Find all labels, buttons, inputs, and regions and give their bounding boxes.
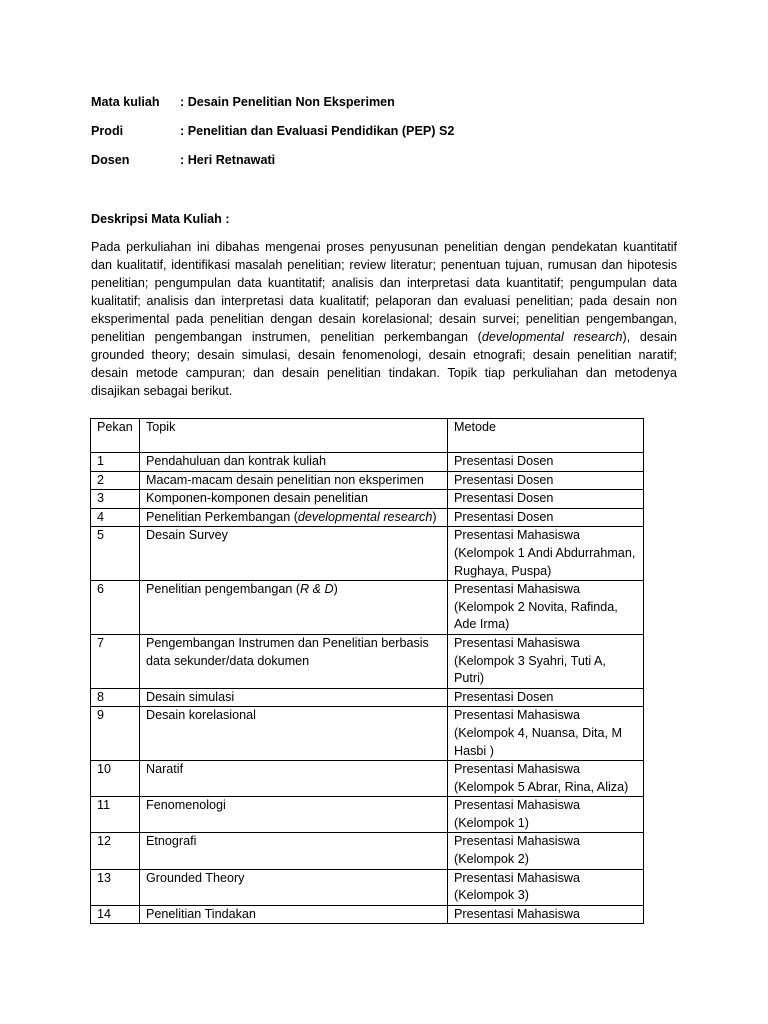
course-name-row <box>91 93 454 111</box>
table-row <box>91 453 644 472</box>
cell-topik: Grounded Theory <box>140 869 448 905</box>
description-text-before: Pada perkuliahan ini dibahas mengenai proses penyusunan penelitian dengan pendekatan kuantitatif dan kualitatif, identifikasi masalah penelitian; review literatur; penentuan tujuan, rumusan dan hipotesis penelitian; pengumpulan data kuantitatif; analisis dan interpretasi data kuantitatif; pengumpulan data kualitatif; analisis dan interpretasi data kualitatif; pelaporan dan evaluasi penelitian; pada desain non eksperimental pada penelitian dengan desain korelasional; desain survei; penelitian pengembangan, penelitian pengembangan instrumen, penelitian perkembangan ( <box>91 240 677 344</box>
cell-pekan: 12 <box>91 833 140 869</box>
cell-metode: Presentasi Dosen <box>448 490 644 509</box>
cell-pekan: 9 <box>91 707 140 761</box>
table-row <box>91 761 644 797</box>
table-header-row <box>91 419 644 453</box>
cell-pekan: 13 <box>91 869 140 905</box>
cell-pekan: 1 <box>91 453 140 472</box>
cell-pekan: 3 <box>91 490 140 509</box>
header-metode: Metode <box>448 419 644 453</box>
topik-italic: developmental research <box>297 509 433 524</box>
course-name-value: : Desain Penelitian Non Eksperimen <box>180 95 395 109</box>
cell-topik: Pengembangan Instrumen dan Penelitian berbasis data sekunder/data dokumen <box>140 634 448 688</box>
cell-pekan: 2 <box>91 471 140 490</box>
table-row <box>91 688 644 707</box>
cell-pekan: 4 <box>91 508 140 527</box>
schedule-table <box>90 418 644 924</box>
cell-topik: Desain korelasional <box>140 707 448 761</box>
course-info <box>91 93 454 180</box>
cell-topik: Penelitian Tindakan <box>140 905 448 924</box>
table-row <box>91 833 644 869</box>
cell-topik <box>140 508 448 527</box>
cell-pekan: 11 <box>91 797 140 833</box>
cell-topik: Komponen-komponen desain penelitian <box>140 490 448 509</box>
header-pekan: Pekan <box>91 419 140 453</box>
topik-text-after: ) <box>333 582 338 597</box>
cell-topik: Fenomenologi <box>140 797 448 833</box>
cell-metode: Presentasi Mahasiswa (Kelompok 4, Nuansa, Dita, M Hasbi ) <box>448 707 644 761</box>
table-row <box>91 634 644 688</box>
program-label: Prodi <box>91 124 124 138</box>
description-heading: Deskripsi Mata Kuliah : <box>91 212 230 226</box>
program-row <box>91 122 454 140</box>
cell-metode: Presentasi Mahasiswa (Kelompok 1 Andi Abdurrahman, Rughaya, Puspa) <box>448 527 644 581</box>
cell-topik: Naratif <box>140 761 448 797</box>
cell-metode: Presentasi Mahasiswa (Kelompok 5 Abrar, Rina, Aliza) <box>448 761 644 797</box>
table-row <box>91 869 644 905</box>
cell-pekan: 5 <box>91 527 140 581</box>
cell-metode: Presentasi Mahasiswa (Kelompok 3) <box>448 869 644 905</box>
program-value: : Penelitian dan Evaluasi Pendidikan (PEP) S2 <box>180 124 455 138</box>
lecturer-value: : Heri Retnawati <box>180 153 276 167</box>
table-row <box>91 581 644 635</box>
table-row <box>91 508 644 527</box>
course-name-label: Mata kuliah <box>91 95 160 109</box>
header-topik: Topik <box>140 419 448 453</box>
cell-pekan: 8 <box>91 688 140 707</box>
cell-metode: Presentasi Mahasiswa (Kelompok 2) <box>448 833 644 869</box>
cell-topik: Desain simulasi <box>140 688 448 707</box>
cell-metode: Presentasi Mahasiswa (Kelompok 3 Syahri, Tuti A, Putri) <box>448 634 644 688</box>
table-row <box>91 471 644 490</box>
description-paragraph <box>91 238 677 400</box>
cell-metode: Presentasi Mahasiswa (Kelompok 1) <box>448 797 644 833</box>
lecturer-label: Dosen <box>91 153 130 167</box>
cell-pekan: 10 <box>91 761 140 797</box>
table-row <box>91 905 644 924</box>
table-row <box>91 490 644 509</box>
topik-text-before: Penelitian pengembangan ( <box>146 582 301 597</box>
cell-metode: Presentasi Mahasiswa (Kelompok 2 Novita, Rafinda, Ade Irma) <box>448 581 644 635</box>
cell-metode: Presentasi Dosen <box>448 688 644 707</box>
cell-topik: Desain Survey <box>140 527 448 581</box>
topik-text-after: ) <box>432 509 437 524</box>
table-row <box>91 797 644 833</box>
cell-topik <box>140 581 448 635</box>
table-row <box>91 527 644 581</box>
cell-topik: Etnografi <box>140 833 448 869</box>
cell-topik: Macam-macam desain penelitian non eksperimen <box>140 471 448 490</box>
table-row <box>91 707 644 761</box>
cell-metode: Presentasi Mahasiswa <box>448 905 644 924</box>
cell-pekan: 14 <box>91 905 140 924</box>
cell-metode: Presentasi Dosen <box>448 453 644 472</box>
cell-topik: Pendahuluan dan kontrak kuliah <box>140 453 448 472</box>
topik-italic: R & D <box>300 582 334 597</box>
cell-pekan: 6 <box>91 581 140 635</box>
description-italic: developmental research <box>481 330 623 344</box>
lecturer-row <box>91 151 454 169</box>
topik-text-before: Penelitian Perkembangan ( <box>146 509 298 524</box>
cell-metode: Presentasi Dosen <box>448 508 644 527</box>
cell-pekan: 7 <box>91 634 140 688</box>
description-text-after: ), desain grounded theory; desain simulasi, desain fenomenologi, desain etnografi; desain penelitian naratif; desain metode campuran; dan desain penelitian tindakan. Topik tiap perkuliahan dan metodenya disajikan sebagai berikut. <box>91 330 678 398</box>
cell-metode: Presentasi Dosen <box>448 471 644 490</box>
